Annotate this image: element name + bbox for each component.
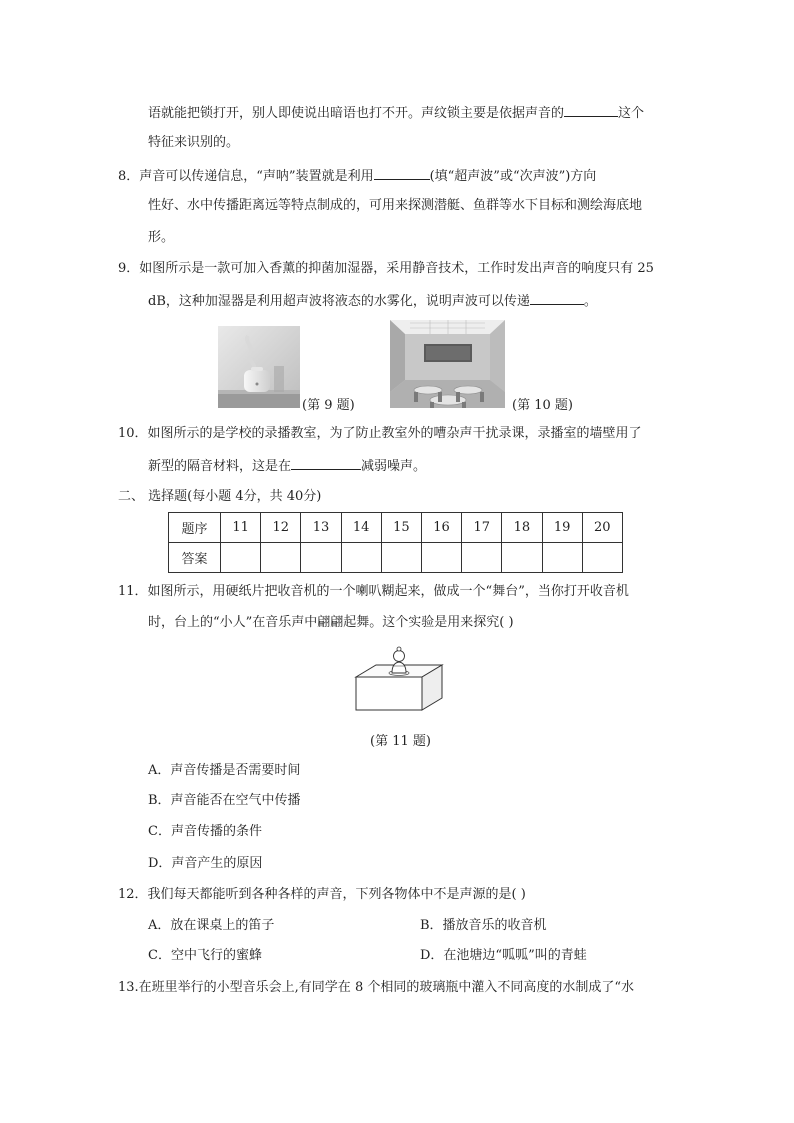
q9-answer-blank xyxy=(530,290,584,305)
answer-cell[interactable] xyxy=(462,543,502,573)
question-number: 12 xyxy=(261,513,301,543)
answer-table-header: 题序 xyxy=(169,513,221,543)
q12-option-b[interactable]: B．播放音乐的收音机 xyxy=(420,918,547,933)
section-2-title: 二、 选择题(每小题 4分，共 40分) xyxy=(118,489,322,504)
q10-line-1: 10．如图所示的是学校的录播教室，为了防止教室外的嘈杂声干扰录课，录播室的墙壁用了 xyxy=(118,426,642,441)
figure-9-caption: (第 9 题) xyxy=(302,398,355,413)
q7-answer-blank xyxy=(564,102,618,117)
question-number: 18 xyxy=(502,513,542,543)
question-number: 15 xyxy=(381,513,421,543)
question-number: 14 xyxy=(341,513,381,543)
figure-11-caption: (第 11 题) xyxy=(370,734,431,749)
figure-10-caption: (第 10 题) xyxy=(512,398,573,413)
q12-option-d[interactable]: D．在池塘边“呱呱”叫的青蛙 xyxy=(420,948,587,963)
q8-answer-blank xyxy=(374,165,430,180)
q11-line-1: 11．如图所示，用硬纸片把收音机的一个喇叭糊起来，做成一个“舞台”，当你打开收音机 xyxy=(118,584,629,599)
q9-line-1: 9．如图所示是一款可加入香薰的抑菌加湿器，采用静音技术，工作时发出声音的响度只有 25 xyxy=(118,261,654,276)
radio-stage-drawing xyxy=(354,643,444,711)
q7-line-1: 语就能把锁打开，别人即使说出暗语也打不开。声纹锁主要是依据声音的 这个 xyxy=(148,102,644,122)
q11-option-c[interactable]: C．声音传播的条件 xyxy=(148,824,262,839)
q7-line-2: 特征来识别的。 xyxy=(148,135,240,150)
q12-option-c[interactable]: C．空中飞行的蜜蜂 xyxy=(148,948,262,963)
answer-cell[interactable] xyxy=(341,543,381,573)
question-number: 11 xyxy=(221,513,261,543)
question-number: 20 xyxy=(582,513,622,543)
answer-cell[interactable] xyxy=(221,543,261,573)
answer-row-header: 答案 xyxy=(169,543,221,573)
question-number: 17 xyxy=(462,513,502,543)
answer-cell[interactable] xyxy=(421,543,461,573)
q10-line-2: 新型的隔音材料，这是在 减弱噪声。 xyxy=(148,455,426,475)
answer-cell[interactable] xyxy=(261,543,301,573)
q11-option-b[interactable]: B．声音能否在空气中传播 xyxy=(148,793,301,808)
answer-table-answer-row xyxy=(169,543,623,573)
q11-option-d[interactable]: D．声音产生的原因 xyxy=(148,856,263,871)
classroom-photo xyxy=(390,320,505,408)
q12-option-a[interactable]: A．放在课桌上的笛子 xyxy=(148,918,275,933)
q10-answer-blank xyxy=(291,455,361,470)
q11-line-2: 时，台上的“小人”在音乐声中翩翩起舞。这个实验是用来探究( ) xyxy=(148,615,514,630)
q11-option-a[interactable]: A．声音传播是否需要时间 xyxy=(148,763,301,778)
humidifier-photo xyxy=(218,326,300,408)
question-number: 19 xyxy=(542,513,582,543)
q8-line-2: 性好、水中传播距离远等特点制成的，可用来探测潜艇、鱼群等水下目标和测绘海底地 xyxy=(148,198,643,213)
question-number: 16 xyxy=(421,513,461,543)
q8-line-3: 形。 xyxy=(148,230,175,245)
answer-cell[interactable] xyxy=(502,543,542,573)
question-number: 13 xyxy=(301,513,341,543)
q13-line-1: 13.在班里举行的小型音乐会上,有同学在 8 个相同的玻璃瓶中灌入不同高度的水制成了“水 xyxy=(118,980,634,995)
answer-cell[interactable] xyxy=(301,543,341,573)
answer-cell[interactable] xyxy=(381,543,421,573)
q9-line-2: dB，这种加湿器是利用超声波将液态的水雾化，说明声波可以传递 。 xyxy=(148,290,597,310)
q8-line-1: 8．声音可以传递信息，“声呐”装置就是利用 (填“超声波”或“次声波”)方向 xyxy=(118,165,596,185)
answer-cell[interactable] xyxy=(542,543,582,573)
answer-table xyxy=(168,512,623,573)
answer-cell[interactable] xyxy=(582,543,622,573)
q12-line-1: 12．我们每天都能听到各种各样的声音，下列各物体中不是声源的是( ) xyxy=(118,887,526,902)
answer-table-number-row xyxy=(169,513,623,543)
